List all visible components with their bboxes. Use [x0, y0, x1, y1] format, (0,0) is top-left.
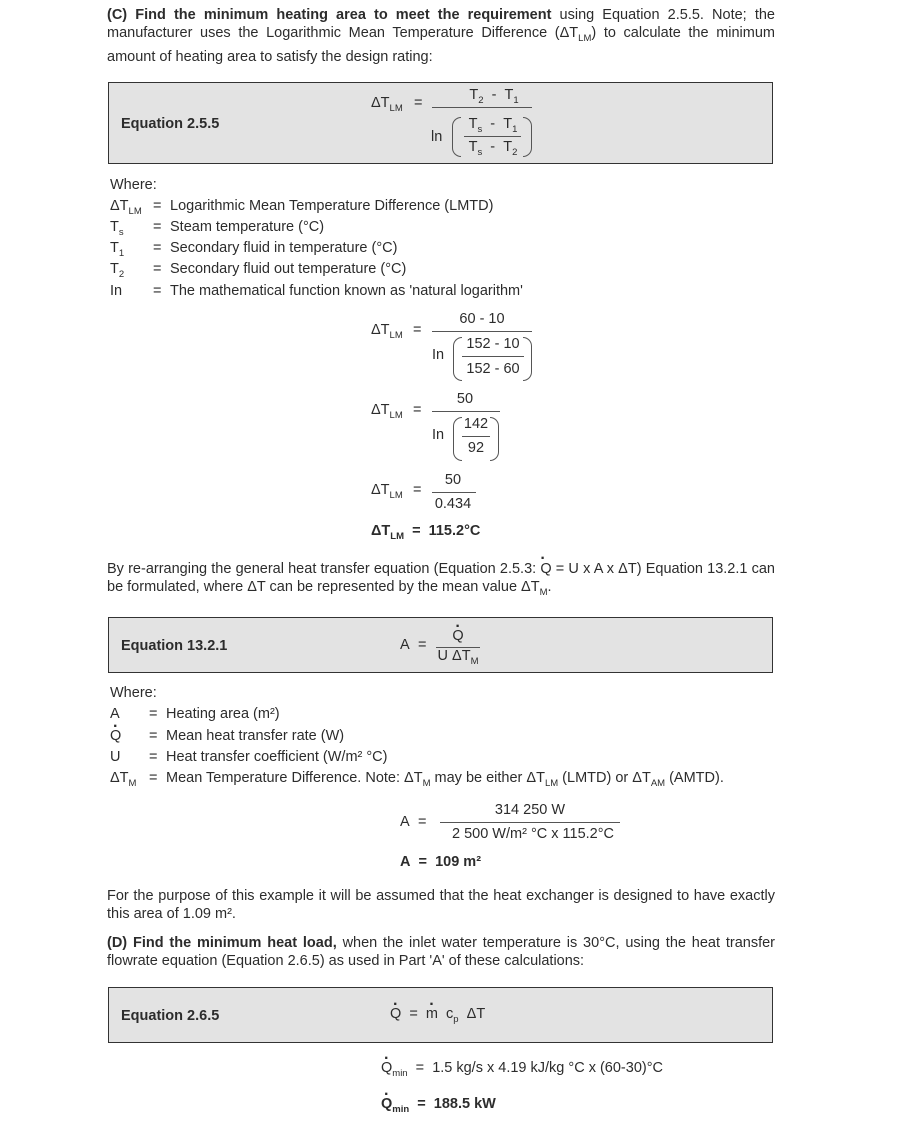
q-dot-symbol: · Q — [381, 1096, 392, 1112]
m-dot-symbol: · m — [426, 1006, 438, 1022]
eq-numerator: $T_2 - T_1$ — [469, 87, 519, 106]
equation-2-6-5-box: Equation 2.6.5 · Q = · m $c_p$ ΔT — [108, 987, 773, 1043]
section-c-sub: LM — [578, 33, 592, 44]
equation-label: Equation 2.6.5 — [121, 1008, 220, 1024]
section-c-paragraph — [107, 6, 775, 66]
equation-label: Equation 13.2.1 — [121, 638, 228, 654]
rearrange-paragraph: By re-arranging the general heat transfer equation (Equation 2.5.3: · Q = U x A x ΔT) Equation 13.2.1 can be formulated, where ΔT can be represented by the mean value $\Delta T_M$. — [107, 560, 775, 602]
lmtd-result: $\Delta T_{LM} = 115.2^\circ C$ — [371, 523, 481, 542]
section-c-text-2: ) to calculate the minimum amount of heating area to satisfy the design rating: — [107, 25, 776, 65]
section-c-text-1: using Equation 2.5.5. Note; the manufacturer uses the Logarithmic Mean Temperature Difference (ΔT — [107, 7, 775, 41]
eq-ln: ln — [431, 129, 443, 145]
eq-equals: = — [414, 95, 423, 111]
q-dot-symbol: · Q — [110, 726, 121, 747]
step1-numerator: 60 - 10 — [459, 311, 505, 327]
eq-fraction-bar — [432, 107, 532, 108]
eq-inner-bar — [464, 136, 521, 137]
q-dot-symbol: · Q — [381, 1060, 392, 1076]
section-c-heading: (C) Find the minimum heating area to meet the requirement — [107, 7, 552, 23]
equation-13-2-1-box: Equation 13.2.1 A = · Q U $\Delta T_M$ — [108, 617, 773, 673]
right-paren — [523, 117, 532, 157]
area-result: A = 109 m² — [400, 854, 482, 870]
eq-inner-numerator: $T_s - T_1$ — [468, 116, 518, 135]
where-title-1: Where: — [110, 177, 157, 193]
q-dot-symbol: · Q — [540, 560, 551, 578]
where-title-2: Where: — [110, 685, 157, 701]
section-d-paragraph: (D) Find the minimum heat load, when the inlet water temperature is 30°C, using the heat transfer flowrate equation (Equation 2.6.5) as used in Part 'A' of these calculations: — [107, 935, 776, 969]
equation-label: Equation 2.5.5 — [121, 116, 220, 132]
heat-load-calc: · $Q_{min} = 1.5$ kg/s x 4.19 kJ/kg °C x (60-30)°C — [381, 1060, 663, 1079]
equation-2-5-5-box — [108, 82, 773, 164]
heat-load-result: · $Q_{min} = 188.5$ kW — [381, 1096, 496, 1115]
q-dot-symbol: · Q — [390, 1006, 401, 1022]
left-paren — [452, 117, 461, 157]
eq-lhs: $\Delta T_{LM}$ — [371, 95, 403, 114]
q-dot-symbol: · Q — [452, 628, 463, 644]
section-d-heading: (D) Find the minimum heat load, — [107, 935, 337, 951]
assumption-paragraph: For the purpose of this example it will be assumed that the heat exchanger is designed to have exactly this area of 1.09 m². — [107, 888, 775, 922]
eq-inner-denominator: $T_s - T_2$ — [468, 139, 518, 158]
